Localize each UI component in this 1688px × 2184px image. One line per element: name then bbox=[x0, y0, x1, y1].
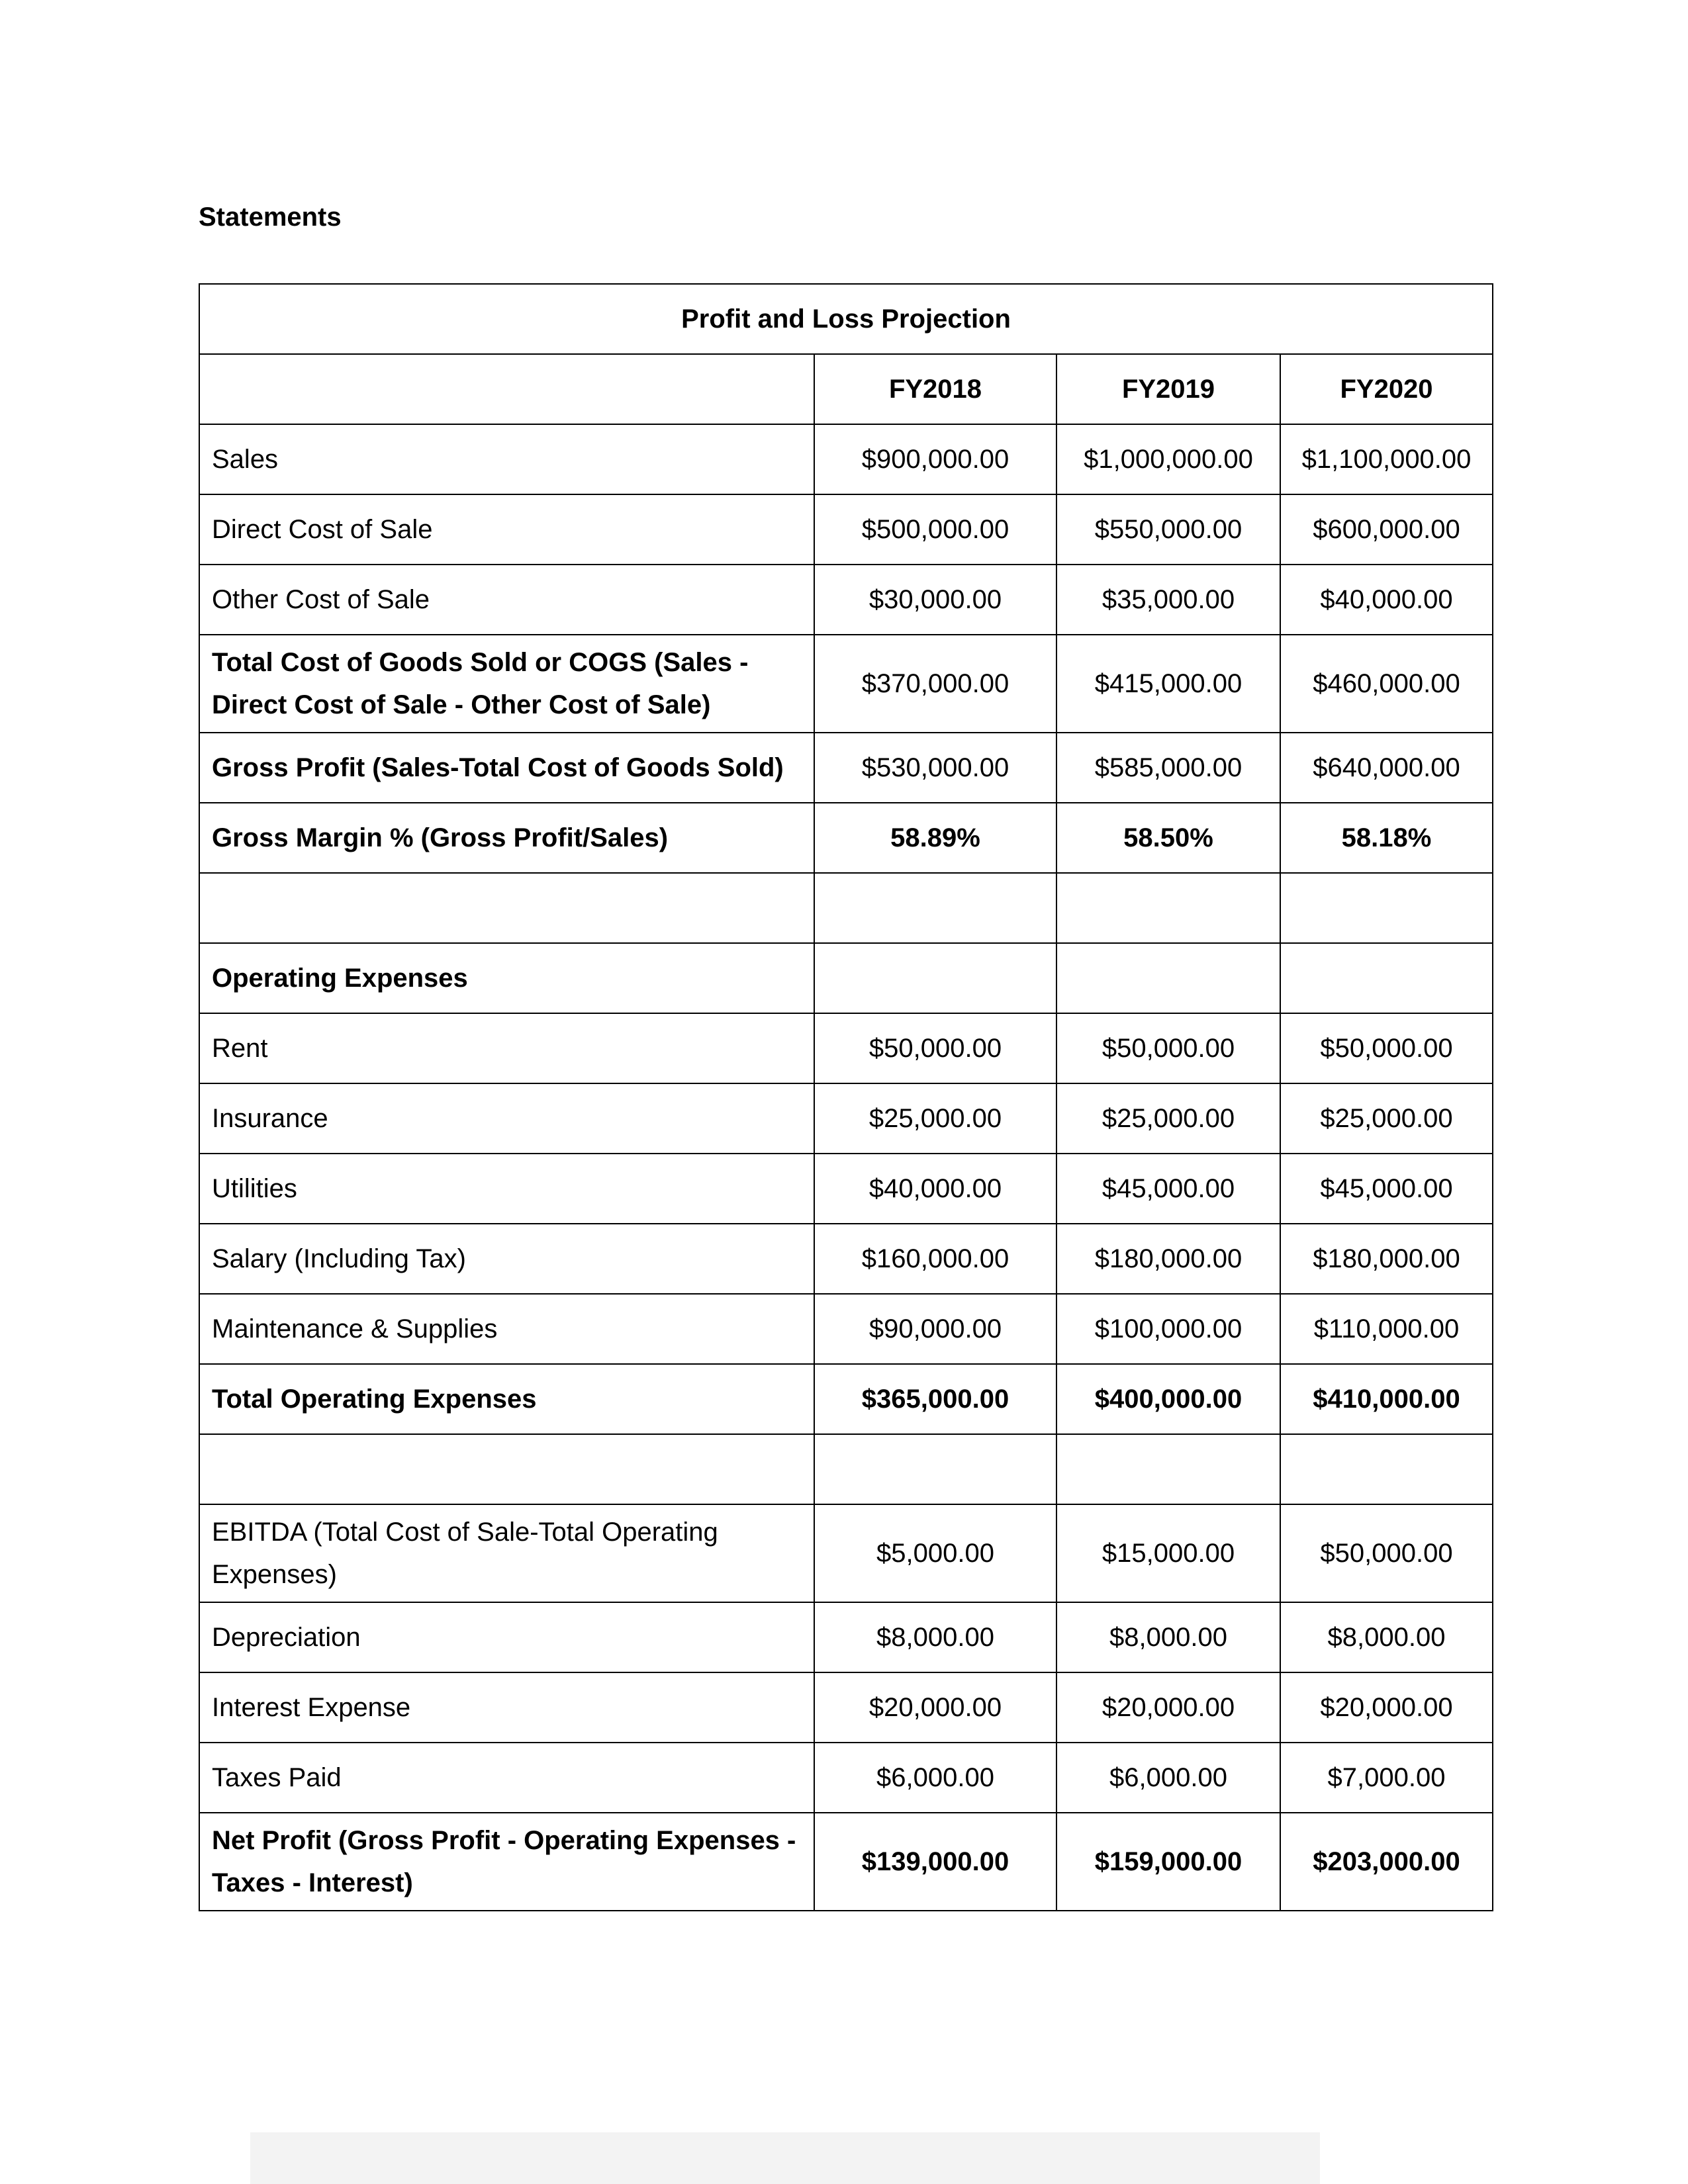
cell-fy2019: $415,000.00 bbox=[1056, 635, 1280, 733]
cell-fy2020: 58.18% bbox=[1280, 803, 1493, 873]
cell-fy2020: $640,000.00 bbox=[1280, 733, 1493, 803]
cell-fy2018: $40,000.00 bbox=[814, 1154, 1056, 1224]
row-label bbox=[199, 1434, 814, 1504]
cell-fy2019: $15,000.00 bbox=[1056, 1504, 1280, 1602]
row-label: Interest Expense bbox=[199, 1672, 814, 1743]
row-gross-margin bbox=[199, 803, 1493, 873]
cell-fy2018: $90,000.00 bbox=[814, 1294, 1056, 1364]
cell-fy2020: $1,100,000.00 bbox=[1280, 424, 1493, 494]
cell-fy2019: $8,000.00 bbox=[1056, 1602, 1280, 1672]
row-utilities bbox=[199, 1154, 1493, 1224]
cell-fy2019: $159,000.00 bbox=[1056, 1813, 1280, 1911]
cell-fy2020: $410,000.00 bbox=[1280, 1364, 1493, 1434]
cell-fy2020: $110,000.00 bbox=[1280, 1294, 1493, 1364]
cell-fy2019: $1,000,000.00 bbox=[1056, 424, 1280, 494]
cell-fy2018 bbox=[814, 1434, 1056, 1504]
row-sales bbox=[199, 424, 1493, 494]
row-gross-profit bbox=[199, 733, 1493, 803]
cell-fy2019: $35,000.00 bbox=[1056, 565, 1280, 635]
cell-fy2019: $20,000.00 bbox=[1056, 1672, 1280, 1743]
row-label: Insurance bbox=[199, 1083, 814, 1154]
row-direct-cost-of-sale bbox=[199, 494, 1493, 565]
cell-fy2018: $5,000.00 bbox=[814, 1504, 1056, 1602]
row-label: Rent bbox=[199, 1013, 814, 1083]
row-label: Operating Expenses bbox=[199, 943, 814, 1013]
row-label: Total Cost of Goods Sold or COGS (Sales - Direct Cost of Sale - Other Cost of Sale) bbox=[199, 635, 814, 733]
row-rent bbox=[199, 1013, 1493, 1083]
cell-fy2020: $203,000.00 bbox=[1280, 1813, 1493, 1911]
row-spacer bbox=[199, 873, 1493, 943]
row-label: Net Profit (Gross Profit - Operating Expenses - Taxes - Interest) bbox=[199, 1813, 814, 1911]
cell-fy2018: $6,000.00 bbox=[814, 1743, 1056, 1813]
cell-fy2018: $530,000.00 bbox=[814, 733, 1056, 803]
row-label: Taxes Paid bbox=[199, 1743, 814, 1813]
row-label: Sales bbox=[199, 424, 814, 494]
cell-fy2020: $180,000.00 bbox=[1280, 1224, 1493, 1294]
row-label: Maintenance & Supplies bbox=[199, 1294, 814, 1364]
cell-fy2019: $400,000.00 bbox=[1056, 1364, 1280, 1434]
cell-fy2020: $8,000.00 bbox=[1280, 1602, 1493, 1672]
cell-fy2018 bbox=[814, 873, 1056, 943]
cell-fy2019: $550,000.00 bbox=[1056, 494, 1280, 565]
cell-fy2018: $160,000.00 bbox=[814, 1224, 1056, 1294]
cell-fy2019 bbox=[1056, 1434, 1280, 1504]
column-header-fy2018: FY2018 bbox=[814, 354, 1056, 424]
cell-fy2018 bbox=[814, 943, 1056, 1013]
cell-fy2020: $50,000.00 bbox=[1280, 1504, 1493, 1602]
row-salary bbox=[199, 1224, 1493, 1294]
cell-fy2018: 58.89% bbox=[814, 803, 1056, 873]
row-ebitda bbox=[199, 1504, 1493, 1602]
row-label: Depreciation bbox=[199, 1602, 814, 1672]
row-net-profit bbox=[199, 1813, 1493, 1911]
cell-fy2018: $370,000.00 bbox=[814, 635, 1056, 733]
cell-fy2020: $25,000.00 bbox=[1280, 1083, 1493, 1154]
row-total-operating-expenses bbox=[199, 1364, 1493, 1434]
cell-fy2019: $585,000.00 bbox=[1056, 733, 1280, 803]
column-header-fy2019: FY2019 bbox=[1056, 354, 1280, 424]
cell-fy2020 bbox=[1280, 873, 1493, 943]
cell-fy2020: $45,000.00 bbox=[1280, 1154, 1493, 1224]
cell-fy2019 bbox=[1056, 943, 1280, 1013]
cell-fy2020: $20,000.00 bbox=[1280, 1672, 1493, 1743]
footer-band bbox=[250, 2132, 1320, 2184]
cell-fy2019: $45,000.00 bbox=[1056, 1154, 1280, 1224]
cell-fy2018: $365,000.00 bbox=[814, 1364, 1056, 1434]
column-header-blank bbox=[199, 354, 814, 424]
cell-fy2020 bbox=[1280, 1434, 1493, 1504]
cell-fy2018: $8,000.00 bbox=[814, 1602, 1056, 1672]
row-label: EBITDA (Total Cost of Sale-Total Operating Expenses) bbox=[199, 1504, 814, 1602]
table-title-row bbox=[199, 284, 1493, 354]
row-label: Utilities bbox=[199, 1154, 814, 1224]
cell-fy2020: $40,000.00 bbox=[1280, 565, 1493, 635]
row-total-cogs bbox=[199, 635, 1493, 733]
column-header-row bbox=[199, 354, 1493, 424]
cell-fy2018: $50,000.00 bbox=[814, 1013, 1056, 1083]
cell-fy2018: $500,000.00 bbox=[814, 494, 1056, 565]
row-maintenance-supplies bbox=[199, 1294, 1493, 1364]
row-label: Other Cost of Sale bbox=[199, 565, 814, 635]
row-depreciation bbox=[199, 1602, 1493, 1672]
row-label: Gross Profit (Sales-Total Cost of Goods Sold) bbox=[199, 733, 814, 803]
cell-fy2018: $25,000.00 bbox=[814, 1083, 1056, 1154]
row-taxes-paid bbox=[199, 1743, 1493, 1813]
cell-fy2020: $460,000.00 bbox=[1280, 635, 1493, 733]
table-title: Profit and Loss Projection bbox=[199, 284, 1493, 354]
cell-fy2019: 58.50% bbox=[1056, 803, 1280, 873]
row-insurance bbox=[199, 1083, 1493, 1154]
row-label: Total Operating Expenses bbox=[199, 1364, 814, 1434]
row-operating-expenses-header bbox=[199, 943, 1493, 1013]
row-label bbox=[199, 873, 814, 943]
cell-fy2019: $6,000.00 bbox=[1056, 1743, 1280, 1813]
row-interest-expense bbox=[199, 1672, 1493, 1743]
cell-fy2019: $100,000.00 bbox=[1056, 1294, 1280, 1364]
cell-fy2019: $50,000.00 bbox=[1056, 1013, 1280, 1083]
cell-fy2018: $139,000.00 bbox=[814, 1813, 1056, 1911]
profit-loss-table bbox=[199, 283, 1493, 1911]
row-label: Direct Cost of Sale bbox=[199, 494, 814, 565]
cell-fy2019 bbox=[1056, 873, 1280, 943]
row-other-cost-of-sale bbox=[199, 565, 1493, 635]
cell-fy2020: $600,000.00 bbox=[1280, 494, 1493, 565]
cell-fy2018: $30,000.00 bbox=[814, 565, 1056, 635]
row-label: Salary (Including Tax) bbox=[199, 1224, 814, 1294]
row-label: Gross Margin % (Gross Profit/Sales) bbox=[199, 803, 814, 873]
cell-fy2019: $25,000.00 bbox=[1056, 1083, 1280, 1154]
column-header-fy2020: FY2020 bbox=[1280, 354, 1493, 424]
cell-fy2018: $900,000.00 bbox=[814, 424, 1056, 494]
cell-fy2020: $7,000.00 bbox=[1280, 1743, 1493, 1813]
page-heading: Statements bbox=[199, 203, 342, 232]
cell-fy2020: $50,000.00 bbox=[1280, 1013, 1493, 1083]
cell-fy2019: $180,000.00 bbox=[1056, 1224, 1280, 1294]
row-spacer bbox=[199, 1434, 1493, 1504]
cell-fy2020 bbox=[1280, 943, 1493, 1013]
cell-fy2018: $20,000.00 bbox=[814, 1672, 1056, 1743]
